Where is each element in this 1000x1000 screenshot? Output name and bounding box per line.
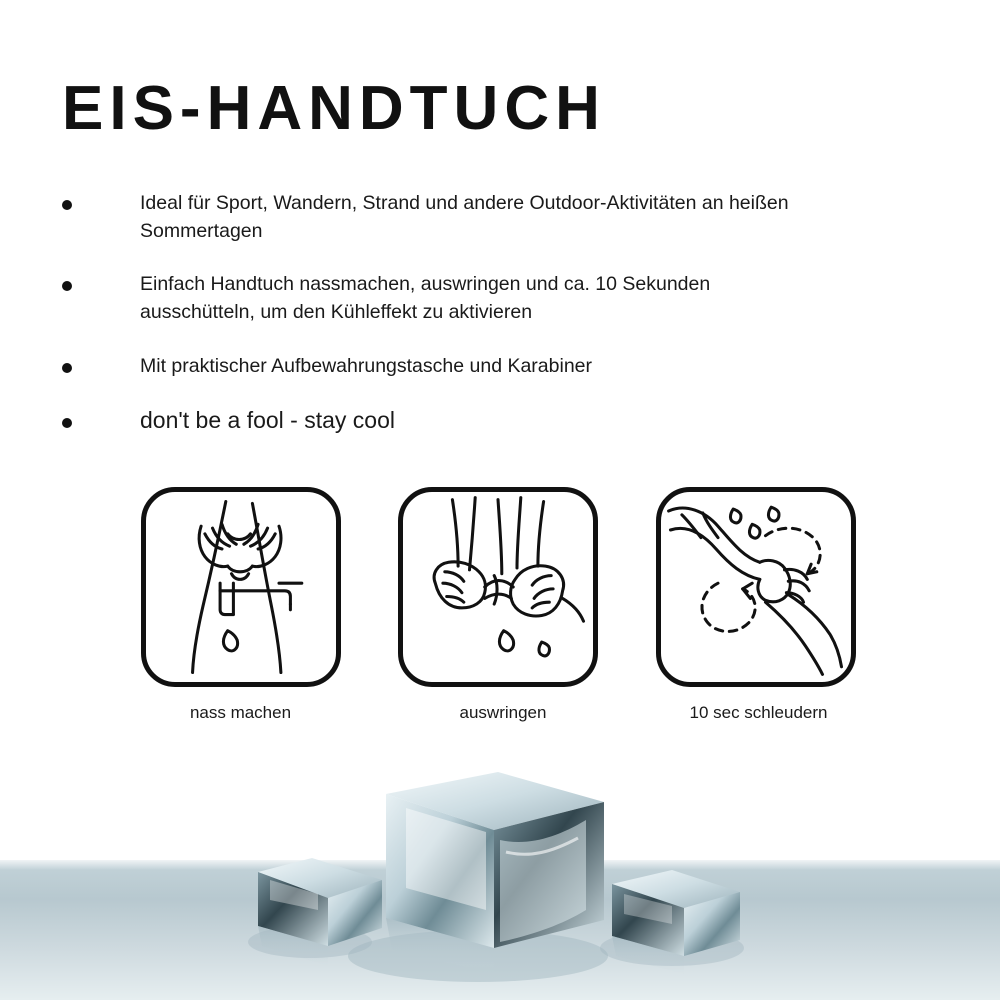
step-icon-box: [398, 487, 598, 687]
bullet-text: Einfach Handtuch nassmachen, auswringen und ca. 10 Sekunden ausschütteln, um den Kühleffekt zu aktivieren: [140, 273, 711, 324]
hands-wringing-towel-icon: [403, 492, 593, 682]
bullet-dot-icon: [62, 281, 72, 291]
step-label: auswringen: [459, 703, 547, 722]
list-item: [62, 406, 862, 436]
step-icon-box: [141, 487, 341, 687]
bullet-dot-icon: [62, 200, 72, 210]
step-wringing: [386, 487, 611, 723]
step-wetting: [128, 487, 353, 723]
step-swinging: [643, 487, 868, 723]
feature-bullet-list: [62, 190, 862, 462]
bullet-text: Mit praktischer Aufbewahrungstasche und Karabiner: [140, 354, 593, 377]
bullet-text-slogan: don't be a fool - stay cool: [140, 407, 395, 434]
step-label: nass machen: [189, 703, 292, 722]
list-item: [62, 353, 862, 381]
ice-cubes-photo: [0, 760, 1000, 1000]
page-title: EIS-HANDTUCH: [62, 74, 606, 143]
hands-wetting-towel-under-faucet-icon: [146, 492, 336, 682]
list-item: [62, 271, 862, 326]
step-label: 10 sec schleudern: [689, 703, 828, 722]
hand-swinging-towel-icon: [661, 492, 851, 682]
step-icon-box: [656, 487, 856, 687]
bullet-text: Ideal für Sport, Wandern, Strand und andere Outdoor-Aktivitäten an heißen Sommertagen: [140, 192, 789, 242]
bullet-dot-icon: [62, 363, 72, 373]
usage-steps: [128, 487, 868, 723]
list-item: [62, 190, 862, 245]
bullet-dot-icon: [62, 418, 72, 428]
ice-cubes-illustration: [0, 760, 1000, 1000]
